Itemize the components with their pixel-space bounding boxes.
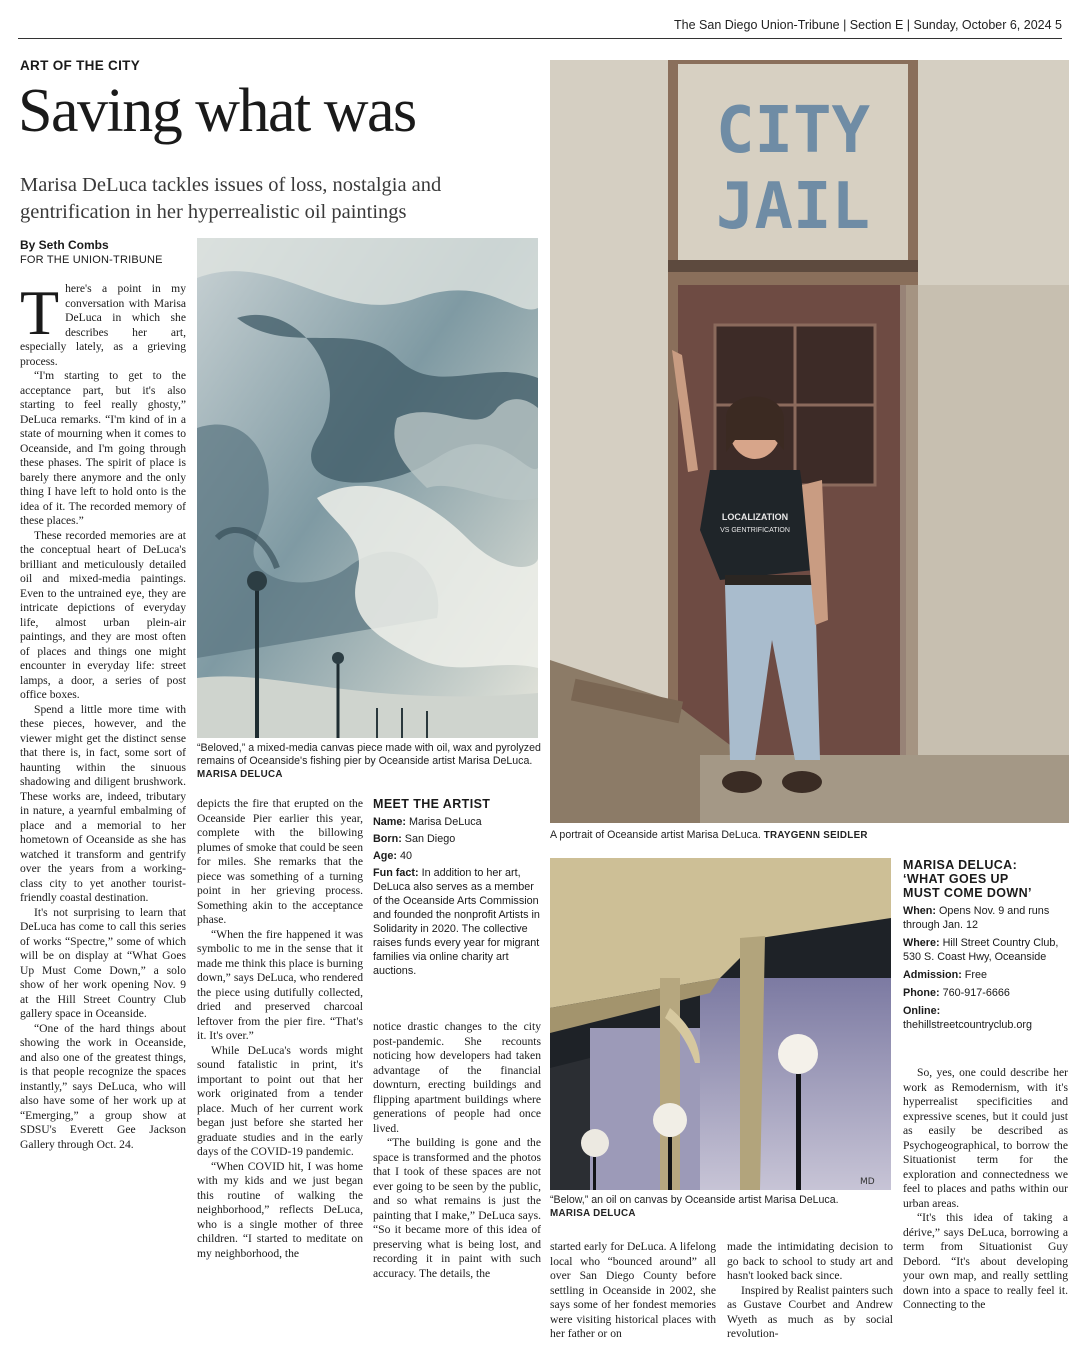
paragraph: here's a point in my conversation with Marisa DeLuca in which she describes her art, especially lately, as a grieving process. — [20, 282, 186, 368]
painting-signature: MD — [860, 1177, 875, 1187]
below-painting — [550, 858, 891, 1190]
show-admission: Free — [964, 969, 987, 981]
byline-org: FOR THE UNION-TRIBUNE — [20, 254, 163, 266]
photo-credit: TRAYGENN SEIDLER — [763, 830, 868, 841]
svg-text:VS GENTRIFICATION: VS GENTRIFICATION — [720, 527, 790, 534]
paragraph: So, yes, one could describe her work as Remodernism, with it's hyperrealist specificities and expressive scenes, but it could just as easily be described as Psychogeographical, to borrow the Situationist term for the exploration and connectedness we feel to places and paths within our urban areas. — [903, 1066, 1068, 1210]
artist-fun-fact: In addition to her art, DeLuca also serves as a member of the Oceanside Arts Commission and founded the nonprofit Artists in Solidarity in 2020. The collective raises funds every year for migrant families via online charity art auctions. — [373, 867, 540, 977]
shirt-print: LOCALIZATION — [721, 512, 789, 522]
paragraph: These recorded memories are at the conceptual heart of DeLuca's brilliant and meticulously detailed oil and mixed-media paintings. Even to the untrained eye, they are intricate depictions of everyday life, almost urban plein-air paintings, and they are most often of places and things one might encounter in everyday life: street lamps, a door, a series of post office boxes. — [20, 528, 186, 701]
box-title: MARISA DELUCA: — [903, 858, 1018, 872]
paragraph: Spend a little more time with these pieces, however, and the viewer might get the distinct sense that there is, in fact, some sort of haunting within the sinuous shadowing and diligent brushwork. These works are, indeed, tributary in nature, a yearnful embalming of place and a memorial to her hometown of Oceanside as she has watched it transform and gentrify over the years from a working-class city to yet another tourist-friendly coastal destination. — [20, 702, 186, 904]
byline: By Seth Combs — [20, 238, 109, 252]
sign-city: CITY — [715, 94, 871, 168]
article-column-5 — [727, 1240, 893, 1350]
article-column-3 — [373, 1020, 541, 1350]
box-title: MEET THE ARTIST — [373, 797, 491, 811]
paragraph: “One of the hard things about showing the work in Oceanside, and also one of the greatest things, is that people recognize the spaces instantly,” says DeLuca, who will also have some of her work up at “Emerging,” a group show at SDSU's Everett Gee Jackson Gallery through Oct. 24. — [20, 1021, 186, 1151]
paragraph: “The building is gone and the space is transformed and the photos that I took of these spaces are not ever going to be seen by the public, and so what remains is just the painting that I make,” DeLuca says. “So it became more of this idea of preserving what is being lost, and recording it in paint with such accuracy. The details, the — [373, 1136, 541, 1280]
show-info-box: MARISA DELUCA: ‘WHAT GOES UP MUST COME DOWN’ When: Opens Nov. 9 and runs through Jan. 12 Where: Hill Street Country Club, 530 S. Coast Hwy, Oceanside Admission: Free Phone: 760-917-6666 Online: thehillstreetcountryclub.org — [903, 858, 1068, 1032]
article-column-1 — [20, 282, 186, 1350]
paragraph: It's not surprising to learn that DeLuca has come to call this series of works “Spectre,” some of which will be on display at “What Goes Up Must Come Down,” a solo show of her work opening Nov. 9 at the Hill Street Country Club gallery space in Oceanside. — [20, 905, 186, 1020]
photo-credit: MARISA DELUCA — [550, 1208, 636, 1219]
artist-portrait-photo — [550, 60, 1069, 823]
meet-the-artist-box: MEET THE ARTIST Name: Marisa DeLuca Born: San Diego Age: 40 Fun fact: In addition to her art, DeLuca also serves as a member of the Oceanside Arts Commission and founded the nonprofit Artists in Solidarity in 2020. The collective raises funds every year for migrant families via online charity art auctions. — [373, 797, 540, 977]
article-column-6 — [903, 1066, 1068, 1350]
photo-credit: MARISA DELUCA — [197, 769, 283, 780]
headline: Saving what was — [18, 77, 416, 145]
article-column-2 — [197, 797, 363, 1350]
paragraph: “It's this idea of taking a dérive,” says DeLuca, borrowing a term from Situationist Guy Debord. “It's about developing your own map, and really settling down into a space to really feel it. Connecting to the — [903, 1211, 1068, 1311]
sign-jail: JAIL — [715, 170, 871, 244]
show-venue: Hill Street Country Club, 530 S. Coast Hwy, Oceanside — [903, 937, 1059, 963]
show-phone: 760-917-6666 — [942, 987, 1010, 999]
beloved-painting — [197, 238, 538, 738]
paragraph: Inspired by Realist painters such as Gustave Courbet and Andrew Wyeth as much as by social revolution- — [727, 1283, 893, 1340]
paragraph: “When COVID hit, I was home with my kids and we just began this routine of walking the neighborhood,” reflects DeLuca, who is a single mother of three children. “I started to meditate on my neighborhood, the — [197, 1159, 363, 1260]
artist-name: Marisa DeLuca — [409, 816, 482, 828]
caption-below: “Below,” an oil on canvas by Oceanside artist Marisa DeLuca. MARISA DELUCA — [550, 1194, 839, 1219]
artist-age: 40 — [400, 850, 413, 862]
paragraph: made the intimidating decision to go back to school to study art and hasn't looked back since. — [727, 1240, 893, 1282]
paragraph: started early for DeLuca. A lifelong local who “bounced around” all over San Diego County before settling in Oceanside in 2002, she says some of her fondest memories were visiting historical places with her father or on — [550, 1240, 716, 1340]
drop-cap: T — [20, 282, 60, 348]
show-dates: Opens Nov. 9 and runs through Jan. 12 — [903, 905, 1050, 931]
article-column-4 — [550, 1240, 716, 1350]
paragraph: “I'm starting to get to the acceptance part, but it's also starting to feel really ghosty,” DeLuca remarks. “I'm kind of in a state of mourning when it comes to Oceanside, and I'm going through these phases. The spirit of place is barely there anymore and the only thing I have left to hold onto is the idea of it. The recorded memory of these places.” — [20, 369, 186, 527]
masthead: The San Diego Union-Tribune | Section E | Sunday, October 6, 2024 5 — [674, 18, 1062, 32]
paragraph: depicts the fire that erupted on the Oceanside Pier earlier this year, complete with the billowing plumes of smoke that could be seen for miles. She remarks that the piece was something of a turning point in her grieving process. Something akin to the acceptance phase. — [197, 797, 363, 926]
caption-portrait: A portrait of Oceanside artist Marisa DeLuca. TRAYGENN SEIDLER — [550, 829, 868, 841]
section-kicker: ART OF THE CITY — [20, 58, 140, 73]
caption-beloved: “Beloved,” a mixed-media canvas piece made with oil, wax and pyrolyzed remains of Oceanside's fishing pier by Oceanside artist Marisa DeLuca. MARISA DELUCA — [197, 742, 541, 780]
masthead-rule — [18, 38, 1062, 39]
paragraph: notice drastic changes to the city post-pandemic. She recounts noticing how developers had taken advantage of the financial downturn, erecting buildings and flipping apartment buildings where generations of people had once lived. — [373, 1020, 541, 1135]
paragraph: “When the fire happened it was symbolic to me in the sense that it made me think this place is burning down,” says DeLuca, who rendered the piece using dutifully collected, dried and preserved charcoal leftover from the pier fire. “That's it. It's over.” — [197, 927, 363, 1042]
show-website[interactable]: thehillstreetcountryclub.org — [903, 1019, 1033, 1031]
deck: Marisa DeLuca tackles issues of loss, nostalgia and gentrification in her hyperrealistic oil paintings — [20, 174, 442, 223]
paragraph: While DeLuca's words might sound fatalistic in print, it's important to point out that her work originated from a tender place. Much of her current work began just before she started her graduate studies and in the early days of the COVID-19 pandemic. — [197, 1043, 363, 1158]
artist-born: San Diego — [404, 833, 456, 845]
